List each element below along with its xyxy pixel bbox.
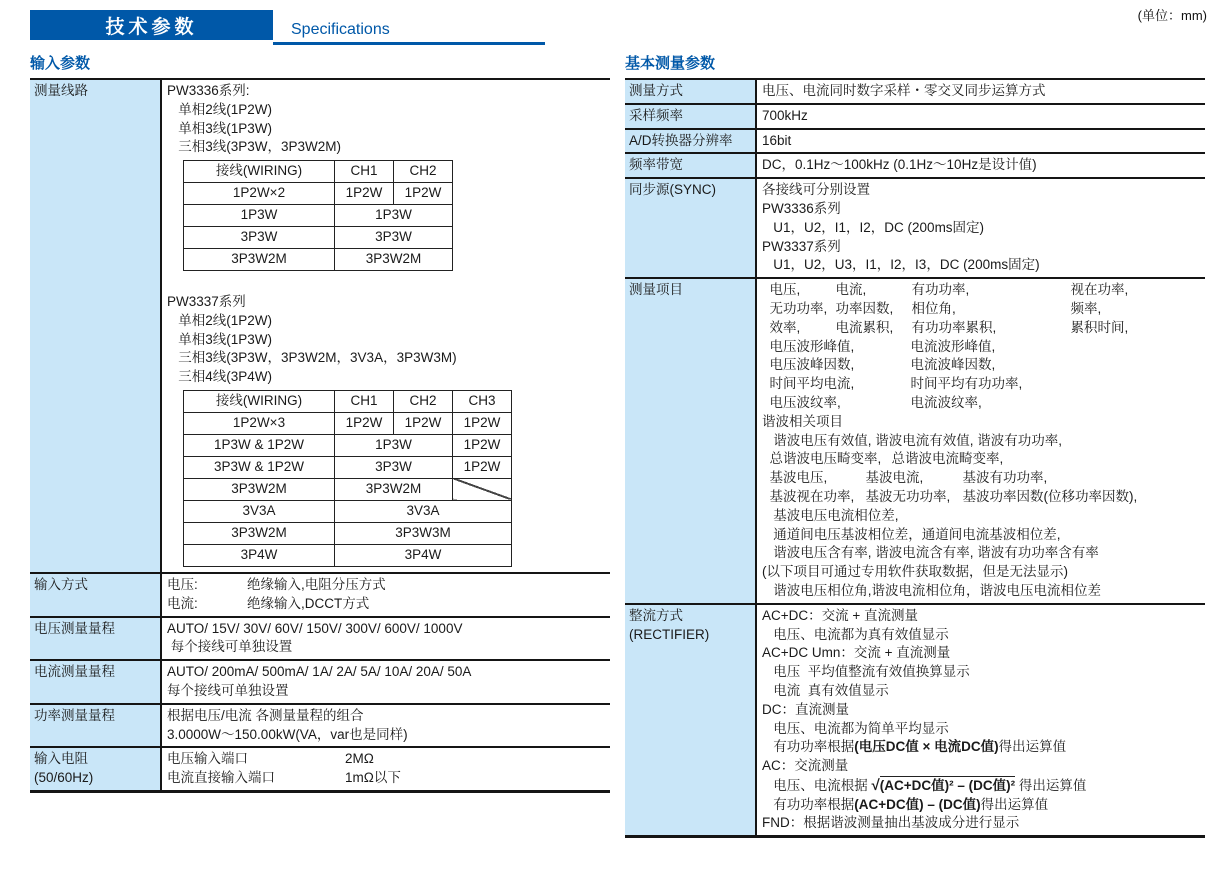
spec-line: DC，0.1Hz～100kHz (0.1Hz～10Hz是设计值) bbox=[762, 157, 1037, 173]
wiring-header-cell: CH1 bbox=[335, 390, 394, 412]
wiring-row bbox=[184, 227, 453, 249]
spec-row-content bbox=[755, 130, 1205, 153]
spec-line bbox=[762, 375, 1200, 394]
spec-line bbox=[167, 750, 605, 769]
spec-label-line: (50/60Hz) bbox=[34, 770, 94, 786]
spec-row-label bbox=[625, 179, 755, 277]
spec-line: 16bit bbox=[762, 132, 792, 148]
spec-row-content bbox=[160, 618, 610, 660]
spec-line: AC+DC：交流 + 直流测量 bbox=[762, 607, 919, 623]
wiring-cell: 3P4W bbox=[184, 544, 335, 566]
spec-row-content bbox=[755, 605, 1205, 836]
spec-line-segment: 电压波纹率, bbox=[769, 394, 841, 410]
wiring-cell: 3V3A bbox=[184, 500, 335, 522]
spec-line bbox=[762, 319, 1200, 338]
wiring-cell: 3P3W2M bbox=[184, 249, 335, 271]
spec-line-segment: 效率, bbox=[769, 319, 801, 335]
spec-line bbox=[762, 300, 1200, 319]
wiring-cell: 3P3W bbox=[184, 227, 335, 249]
wiring-header-cell: CH1 bbox=[335, 161, 394, 183]
spec-label-line: 同步源(SYNC) bbox=[629, 182, 716, 198]
spec-label-line: 电流测量量程 bbox=[34, 664, 115, 680]
wiring-cell: 3P3W bbox=[335, 456, 453, 478]
spec-row bbox=[30, 80, 610, 572]
spec-line bbox=[167, 595, 605, 614]
spec-line: 谐波电压相位角,谐波电流相位角，谐波电压电流相位差 bbox=[762, 582, 1102, 598]
spec-line: 三相3线(3P3W，3P3W2M) bbox=[167, 139, 342, 155]
spec-row-label bbox=[30, 705, 160, 747]
spec-row-content bbox=[755, 154, 1205, 177]
spec-row-label bbox=[625, 105, 755, 128]
spec-line-segment: 总谐波电流畸变率, bbox=[891, 451, 1004, 467]
wiring-cell: 3P3W2M bbox=[184, 522, 335, 544]
unit-note: (单位：mm) bbox=[1137, 8, 1207, 23]
spec-line-segment: 有功功率根据 bbox=[762, 796, 855, 812]
spec-line-segment: 电压波形峰值, bbox=[769, 338, 855, 354]
spec-line-segment bbox=[762, 469, 770, 488]
spec-line-segment: 视在功率, bbox=[1070, 282, 1129, 298]
spec-line: U1，U2，I1，I2，DC (200ms固定) bbox=[762, 219, 985, 235]
spec-row bbox=[625, 177, 1205, 277]
wiring-header-cell: CH3 bbox=[453, 390, 512, 412]
spec-row bbox=[30, 616, 610, 660]
spec-row-content bbox=[755, 105, 1205, 128]
spec-row-label bbox=[30, 661, 160, 703]
spec-label-line: 测量项目 bbox=[629, 282, 683, 298]
spec-line: (以下项目可通过专用软件获取数据，但是无法显示) bbox=[762, 564, 1068, 580]
spec-line-segment: 有功功率累积, bbox=[911, 319, 997, 335]
wiring-row bbox=[184, 205, 453, 227]
spec-line-segment: 电流波峰因数, bbox=[910, 357, 996, 373]
wiring-row bbox=[184, 412, 512, 434]
spec-line-segment: 有功功率, bbox=[911, 282, 970, 298]
spec-line: 每个接线可单独设置 bbox=[167, 682, 289, 698]
wiring-row bbox=[184, 456, 512, 478]
spec-line-segment bbox=[762, 281, 770, 300]
spec-line-segment bbox=[762, 300, 770, 319]
spec-line-segment: 基波电流, bbox=[865, 470, 924, 486]
basic-measurement-table bbox=[625, 78, 1205, 838]
spec-line-segment: 得出运算值 bbox=[980, 796, 1049, 812]
spec-line: 每个接线可单独设置 bbox=[167, 639, 293, 655]
spec-row bbox=[30, 659, 610, 703]
wiring-header-cell: 接线(WIRING) bbox=[184, 390, 335, 412]
wiring-row bbox=[184, 478, 512, 500]
spec-label-line: 功率测量量程 bbox=[34, 707, 115, 723]
spec-line-segment bbox=[762, 375, 770, 394]
spec-label-line: A/D转换器分辨率 bbox=[629, 132, 733, 148]
spec-line-segment: 电流累积, bbox=[835, 319, 894, 335]
spec-line: PW3337系列 bbox=[762, 238, 841, 254]
wiring-cell: 1P2W bbox=[453, 412, 512, 434]
wiring-header-cell: 接线(WIRING) bbox=[184, 161, 335, 183]
wiring-cell: 1P3W bbox=[335, 205, 453, 227]
spec-line: 700kHz bbox=[762, 107, 808, 123]
spec-row-label bbox=[625, 279, 755, 603]
spec-line-segment bbox=[762, 338, 770, 357]
spec-line bbox=[167, 576, 605, 595]
spec-line bbox=[167, 769, 605, 788]
spec-line-segment: 电流, bbox=[835, 282, 867, 298]
spec-label-line: 整流方式 bbox=[629, 607, 683, 623]
wiring-cell: 3P4W bbox=[335, 544, 512, 566]
spec-line-segment: 电压、电流根据 bbox=[762, 777, 872, 793]
spec-line: 谐波相关项目 bbox=[762, 413, 843, 429]
spec-row-label bbox=[625, 80, 755, 103]
wiring-cell: 3P3W2M bbox=[335, 478, 453, 500]
spec-line-segment: 绝缘输入,DCCT方式 bbox=[247, 595, 370, 611]
spec-line-segment: 电压: bbox=[167, 576, 198, 592]
wiring-row bbox=[184, 544, 512, 566]
spec-line-segment: 电压输入端口 bbox=[167, 751, 248, 767]
spec-line: 电压、电流都为简单平均显示 bbox=[762, 720, 949, 736]
spec-row bbox=[30, 746, 610, 790]
spec-line-segment: 有功功率根据 bbox=[762, 739, 855, 755]
spec-line-segment: 频率, bbox=[1070, 300, 1102, 316]
spec-line: 电压、电流同时数字采样・零交叉同步运算方式 bbox=[762, 83, 1046, 98]
spec-line-segment: 基波功率因数(位移功率因数), bbox=[962, 488, 1138, 504]
spec-line: 电压、电流都为真有效值显示 bbox=[762, 626, 949, 642]
spec-line: PW3337系列 bbox=[167, 293, 246, 309]
spec-line: PW3336系列: bbox=[167, 83, 250, 98]
spec-label-line: 输入电阻 bbox=[34, 751, 88, 767]
spec-line: 谐波电压含有率, 谐波电流含有率, 谐波有功功率含有率 bbox=[762, 545, 1099, 561]
spec-line: 单相2线(1P2W) bbox=[167, 312, 273, 328]
spec-label-line: 采样频率 bbox=[629, 107, 683, 123]
pw3336-wiring-table bbox=[183, 160, 453, 271]
wiring-header-cell: CH2 bbox=[394, 161, 453, 183]
spec-line-segment: (AC+DC值)² – (DC值)² bbox=[880, 776, 1015, 796]
spec-line: 通道间电压基波相位差，通道间电流基波相位差, bbox=[762, 526, 1061, 542]
spec-line: U1，U2，U3，I1，I2，I3，DC (200ms固定) bbox=[762, 257, 1040, 273]
spec-line-segment: 电流直接输入端口 bbox=[167, 770, 275, 786]
wiring-row bbox=[184, 500, 512, 522]
spec-line: 单相3线(1P3W) bbox=[167, 120, 273, 136]
wiring-row bbox=[184, 522, 512, 544]
spec-line: 三相3线(3P3W，3P3W2M，3V3A，3P3W3M) bbox=[167, 350, 457, 366]
spec-line-segment: 总谐波电压畸变率, bbox=[769, 451, 882, 467]
wiring-cell: 1P3W bbox=[184, 205, 335, 227]
spec-line: AC+DC Umn：交流 + 直流测量 bbox=[762, 645, 951, 661]
spec-row bbox=[625, 103, 1205, 128]
spec-row-label bbox=[30, 618, 160, 660]
spec-line-segment: 累积时间, bbox=[1070, 319, 1129, 335]
wiring-cell: 1P2W bbox=[335, 412, 394, 434]
wiring-cell: 1P3W bbox=[335, 434, 453, 456]
spec-row-label bbox=[30, 574, 160, 616]
wiring-row bbox=[184, 434, 512, 456]
spec-row-content bbox=[160, 574, 610, 616]
wiring-cell: 1P2W bbox=[394, 183, 453, 205]
wiring-cell: 3V3A bbox=[335, 500, 512, 522]
spec-line bbox=[762, 450, 1200, 469]
spec-line-segment: 基波视在功率, bbox=[769, 488, 855, 504]
spec-row-content bbox=[160, 705, 610, 747]
spec-line-segment: 基波无功功率, bbox=[865, 488, 951, 504]
spec-line-segment bbox=[762, 319, 770, 338]
spec-label-line: 频率带宽 bbox=[629, 157, 683, 173]
page-subtitle-underline bbox=[273, 10, 545, 45]
basic-measurement-title: 基本测量参数 bbox=[625, 55, 716, 72]
wiring-cell: 3P3W2M bbox=[184, 478, 335, 500]
spec-line: 单相2线(1P2W) bbox=[167, 101, 273, 117]
spec-row bbox=[625, 603, 1205, 836]
spec-label-line: 测量方式 bbox=[629, 83, 683, 98]
spec-row-content bbox=[755, 179, 1205, 277]
wiring-cell: 1P2W×2 bbox=[184, 183, 335, 205]
wiring-row bbox=[184, 183, 453, 205]
spec-line: AC：交流测量 bbox=[762, 758, 849, 774]
spec-row-content bbox=[160, 748, 610, 790]
wiring-header-row bbox=[184, 161, 453, 183]
spec-line-segment: 功率因数, bbox=[835, 300, 894, 316]
spec-line bbox=[762, 738, 1200, 757]
spec-row-label bbox=[30, 80, 160, 572]
spec-line-segment: 时间平均电流, bbox=[769, 376, 855, 392]
spec-line: 单相3线(1P3W) bbox=[167, 331, 273, 347]
spec-label-line: 电压测量量程 bbox=[34, 620, 115, 636]
spec-row bbox=[30, 703, 610, 747]
spec-label-line: (RECTIFIER) bbox=[629, 626, 710, 642]
wiring-cell: 3P3W2M bbox=[335, 249, 453, 271]
input-parameters-title: 输入参数 bbox=[30, 55, 91, 72]
spec-line: 基波电压电流相位差, bbox=[762, 507, 899, 523]
wiring-cell: 3P3W3M bbox=[335, 522, 512, 544]
spec-line-segment: 时间平均有功功率, bbox=[910, 376, 1023, 392]
spec-row bbox=[625, 277, 1205, 603]
spec-line: 3.0000W～150.00kW(VA，var也是同样) bbox=[167, 726, 408, 742]
columns-container bbox=[30, 50, 1205, 838]
basic-measurement-section bbox=[625, 50, 1205, 838]
spec-row-label bbox=[625, 605, 755, 836]
spec-line bbox=[167, 274, 605, 293]
spec-line-segment bbox=[762, 450, 770, 469]
wiring-cell: 1P2W bbox=[335, 183, 394, 205]
wiring-cell: 3P3W bbox=[335, 227, 453, 249]
spec-line-segment: 得出运算值 bbox=[1015, 777, 1087, 793]
spec-line bbox=[762, 356, 1200, 375]
spec-row bbox=[625, 128, 1205, 153]
spec-line-segment: (AC+DC值) – (DC值) bbox=[854, 796, 981, 812]
spec-row-content bbox=[755, 80, 1205, 103]
page-title-bar bbox=[30, 10, 273, 40]
spec-line bbox=[762, 776, 1200, 796]
spec-label-line: 测量线路 bbox=[34, 83, 88, 98]
spec-line: 各接线可分别设置 bbox=[762, 182, 870, 198]
spec-line: DC：直流测量 bbox=[762, 701, 849, 717]
spec-line bbox=[762, 281, 1200, 300]
spec-line-segment: 得出运算值 bbox=[998, 739, 1067, 755]
spec-line-segment bbox=[762, 394, 770, 413]
wiring-cell: 1P2W bbox=[453, 434, 512, 456]
spec-line-segment: 绝缘输入,电阻分压方式 bbox=[247, 576, 386, 592]
spec-line: AUTO/ 200mA/ 500mA/ 1A/ 2A/ 5A/ 10A/ 20A/ 50A bbox=[167, 664, 472, 680]
spec-line: 三相4线(3P4W) bbox=[167, 369, 273, 385]
spec-row-content bbox=[160, 80, 610, 572]
spec-line-segment: 相位角, bbox=[911, 300, 956, 316]
spec-row bbox=[30, 572, 610, 616]
spec-line-segment: 无功功率, bbox=[769, 300, 828, 316]
spec-line: PW3336系列 bbox=[762, 200, 841, 216]
spec-line: 谐波电压有效值, 谐波电流有效值, 谐波有功功率, bbox=[762, 432, 1063, 448]
page-title: 技术参数 bbox=[105, 16, 198, 38]
spec-line-segment bbox=[762, 356, 770, 375]
pw3337-wiring-table bbox=[183, 390, 512, 567]
spec-line bbox=[762, 394, 1200, 413]
spec-line-segment: 电流: bbox=[167, 595, 198, 611]
spec-line-segment: √ bbox=[871, 776, 880, 794]
wiring-cell: 1P3W & 1P2W bbox=[184, 434, 335, 456]
spec-line-segment: 1mΩ以下 bbox=[345, 770, 401, 786]
spec-line-segment: 基波电压, bbox=[769, 470, 828, 486]
spec-row-label bbox=[625, 130, 755, 153]
spec-line-segment: (电压DC值 × 电流DC值) bbox=[854, 739, 999, 755]
wiring-cell-empty-diagonal bbox=[453, 478, 512, 500]
spec-line-segment: 电流波纹率, bbox=[910, 394, 982, 410]
spec-line bbox=[762, 469, 1200, 488]
wiring-header-row bbox=[184, 390, 512, 412]
input-parameters-table bbox=[30, 78, 610, 793]
spec-line: FND：根据谐波测量抽出基波成分进行显示 bbox=[762, 815, 1020, 831]
spec-line bbox=[762, 488, 1200, 507]
spec-row-content bbox=[160, 661, 610, 703]
input-parameters-section bbox=[30, 50, 610, 838]
spec-row-label bbox=[625, 154, 755, 177]
wiring-header-cell: CH2 bbox=[394, 390, 453, 412]
spec-line: 电压 平均值整流有效值换算显示 bbox=[762, 664, 970, 680]
page-subtitle: Specifications bbox=[291, 21, 390, 38]
spec-line bbox=[762, 796, 1200, 815]
spec-label-line: 输入方式 bbox=[34, 576, 88, 592]
spec-row-label bbox=[30, 748, 160, 790]
spec-line-segment bbox=[762, 488, 770, 507]
spec-line-segment: 基波有功功率, bbox=[962, 470, 1048, 486]
wiring-row bbox=[184, 249, 453, 271]
spec-row bbox=[625, 80, 1205, 103]
wiring-cell: 3P3W & 1P2W bbox=[184, 456, 335, 478]
spec-row bbox=[625, 152, 1205, 177]
spec-line-segment: 电流波形峰值, bbox=[910, 338, 996, 354]
spec-line bbox=[762, 338, 1200, 357]
spec-line: 根据电压/电流 各测量量程的组合 bbox=[167, 707, 364, 723]
spec-row-content bbox=[755, 279, 1205, 603]
spec-line-segment: 2MΩ bbox=[345, 751, 374, 767]
wiring-cell: 1P2W×3 bbox=[184, 412, 335, 434]
spec-line: 电流 真有效值显示 bbox=[762, 682, 889, 698]
spec-line-segment: 电压波峰因数, bbox=[769, 357, 855, 373]
spec-line: AUTO/ 15V/ 30V/ 60V/ 150V/ 300V/ 600V/ 1000V bbox=[167, 620, 463, 636]
wiring-cell: 1P2W bbox=[394, 412, 453, 434]
spec-line-segment: 电压, bbox=[769, 282, 801, 298]
wiring-cell: 1P2W bbox=[453, 456, 512, 478]
